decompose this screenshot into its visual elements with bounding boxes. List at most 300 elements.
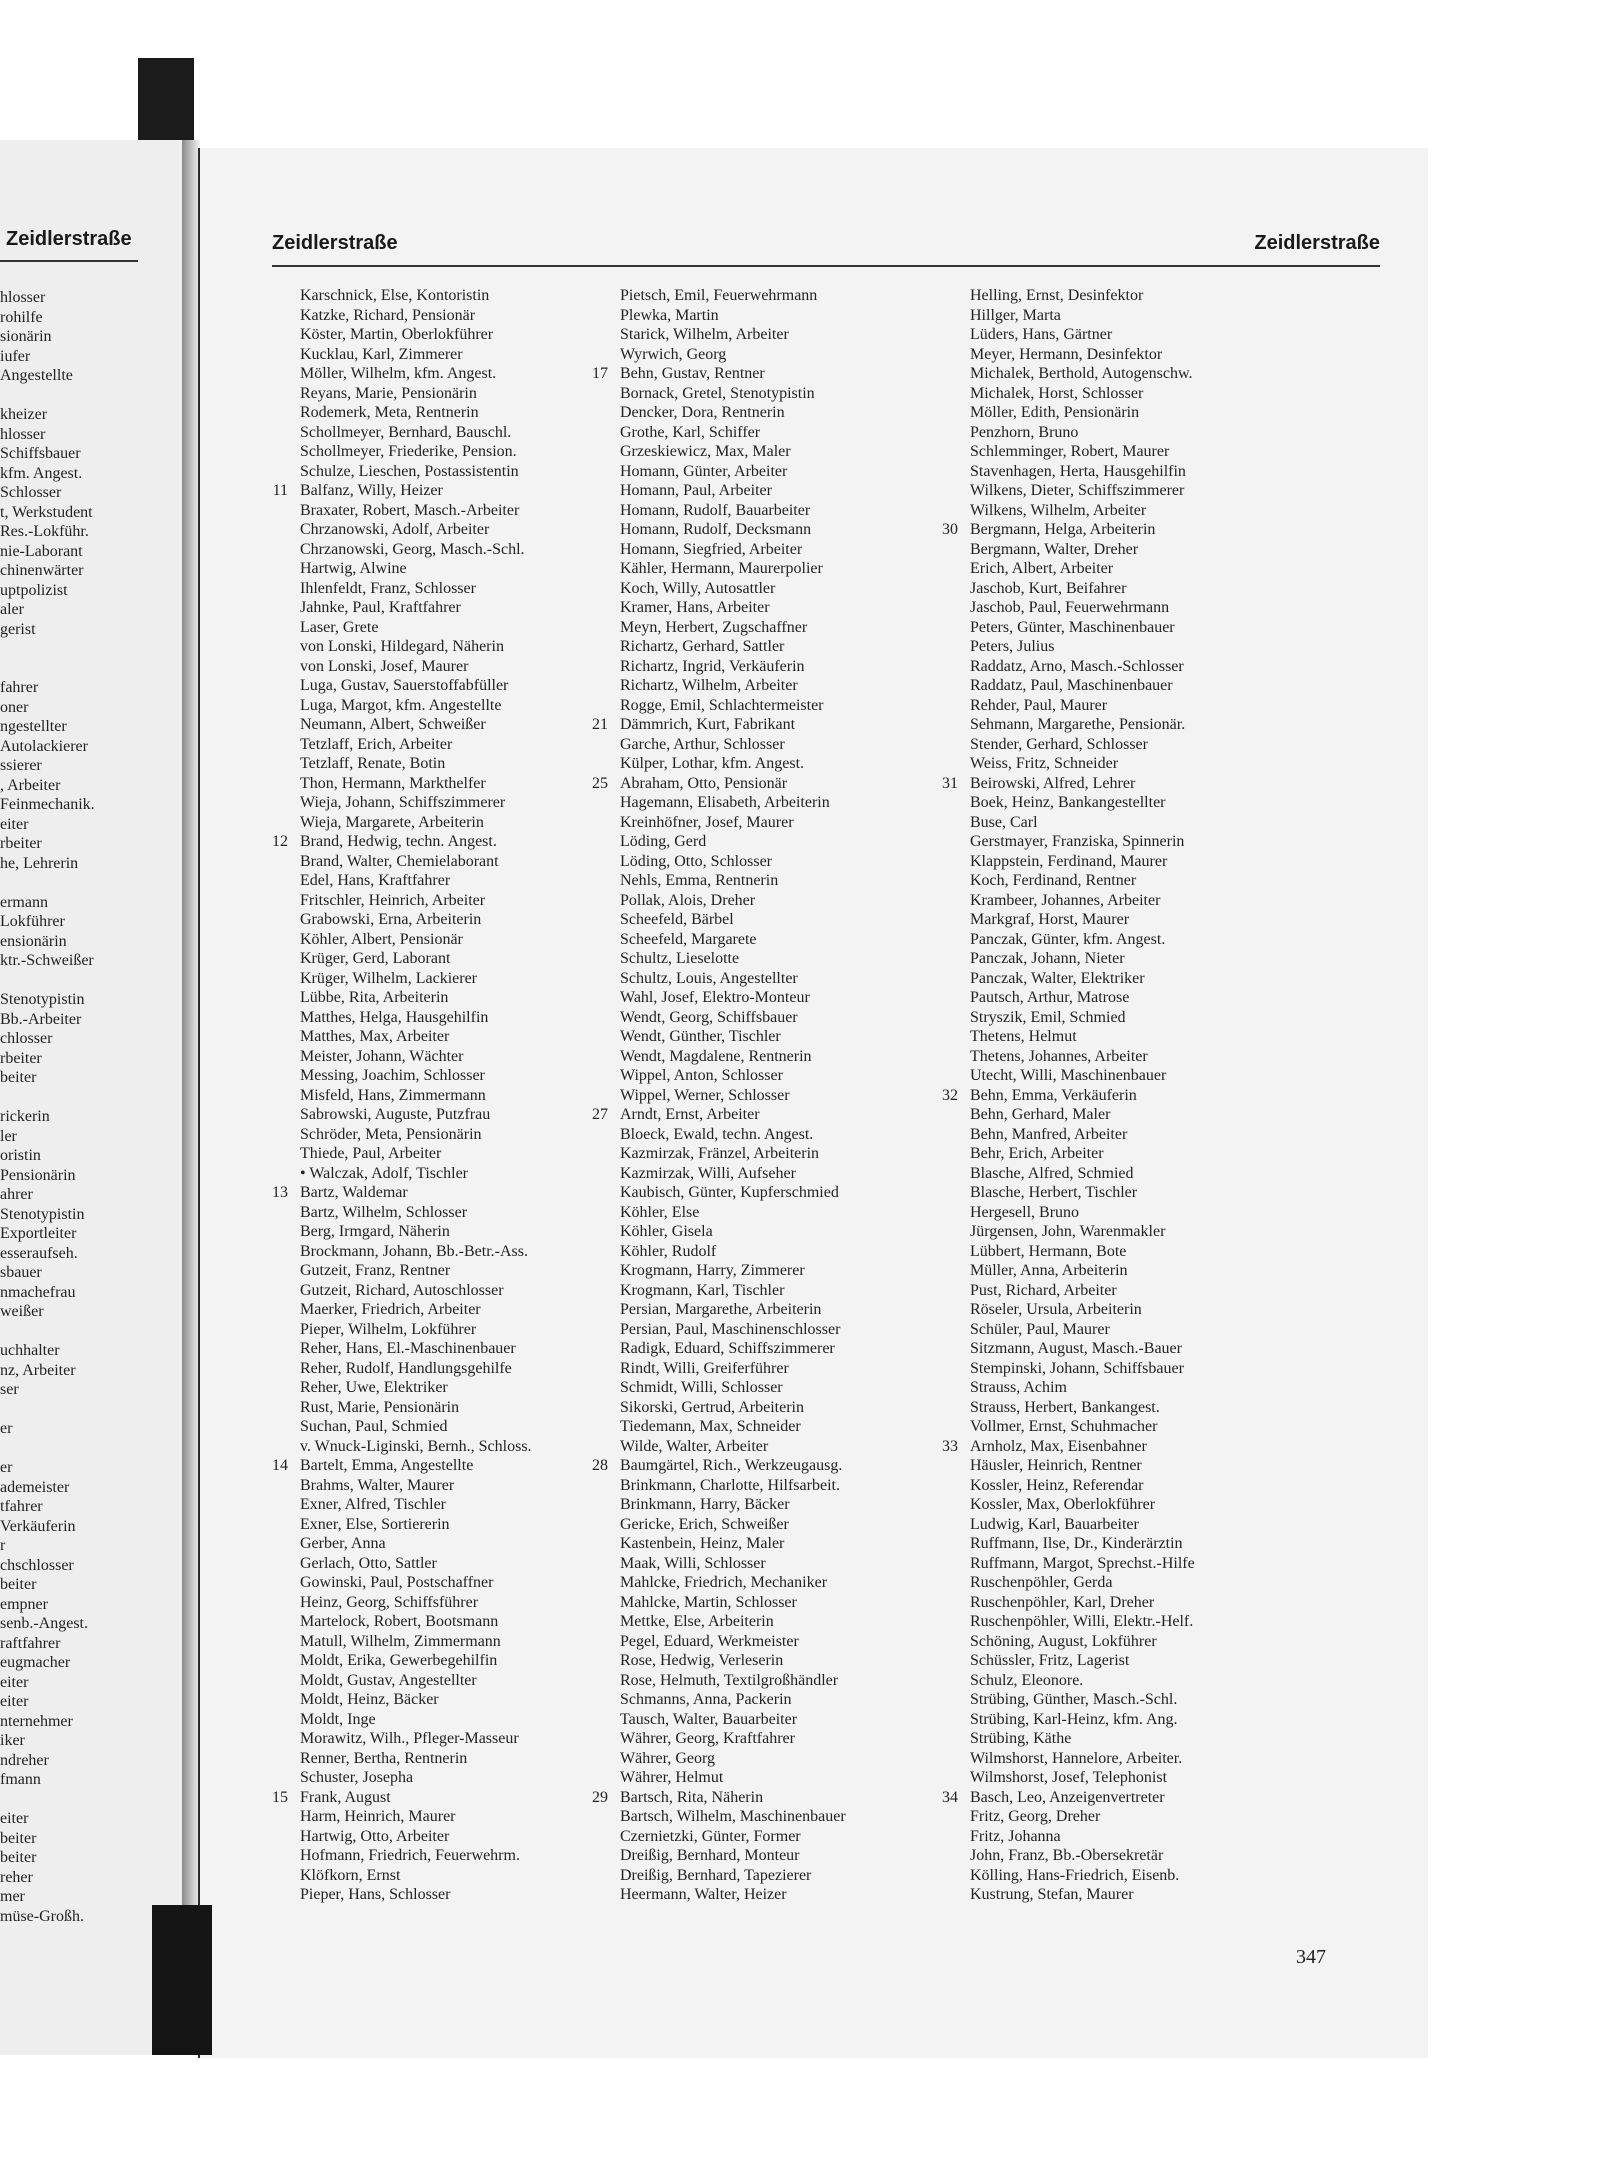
- left-page-line: gerist: [0, 620, 36, 638]
- resident-text: Ruschenpöhler, Karl, Dreher: [970, 1593, 1155, 1611]
- resident-text: Kossler, Heinz, Referendar: [970, 1476, 1144, 1494]
- resident-text: Krüger, Gerd, Laborant: [300, 950, 451, 967]
- directory-entry: [300, 384, 650, 404]
- resident-text: Wilkens, Dieter, Schiffszimmerer: [970, 482, 1185, 499]
- resident-text: Exner, Alfred, Tischler: [300, 1496, 447, 1513]
- left-page-line: iufer: [0, 347, 31, 365]
- directory-entry: [620, 1671, 970, 1691]
- directory-entry: [300, 1339, 650, 1359]
- directory-entry: [300, 1846, 650, 1866]
- directory-column-1: [272, 286, 650, 1905]
- directory-entry: [620, 676, 970, 696]
- directory-entry: [300, 462, 650, 482]
- resident-text: Gutzeit, Richard, Autoschlosser: [300, 1281, 504, 1299]
- directory-entry: [300, 1768, 650, 1788]
- directory-entry: [620, 540, 970, 560]
- resident-text: Frank, August: [300, 1788, 391, 1806]
- left-page-line: Bb.-Arbeiter: [0, 1010, 82, 1028]
- directory-entry: [970, 988, 1320, 1008]
- directory-entry: [300, 1066, 650, 1086]
- left-page-line: ktr.-Schweißer: [0, 952, 94, 969]
- left-page-line: senb.-Angest.: [0, 1615, 88, 1632]
- directory-entry: [970, 852, 1320, 872]
- left-page-line: ser: [0, 1381, 19, 1398]
- resident-text: Grabowski, Erna, Arbeiterin: [300, 911, 482, 928]
- left-page-line: empner: [0, 1595, 48, 1613]
- directory-entry: [300, 1885, 650, 1905]
- resident-text: Behn, Emma, Verkäuferin: [970, 1086, 1137, 1104]
- resident-text: Lübbe, Rita, Arbeiterin: [300, 989, 449, 1006]
- resident-text: Pietsch, Emil, Feuerwehrmann: [620, 287, 818, 304]
- directory-entry: [300, 793, 650, 813]
- page-header-left: Zeidlerstraße: [272, 232, 398, 254]
- directory-entry: [300, 501, 650, 521]
- resident-text: Möller, Wilhelm, kfm. Angest.: [300, 365, 497, 382]
- resident-text: Jahnke, Paul, Kraftfahrer: [300, 599, 461, 616]
- directory-entry: [300, 520, 650, 540]
- resident-text: Vollmer, Ernst, Schuhmacher: [970, 1418, 1158, 1435]
- directory-entry: [300, 696, 650, 716]
- resident-text: Strübing, Günther, Masch.-Schl.: [970, 1691, 1178, 1708]
- directory-entry: [300, 306, 650, 326]
- left-page-line: [0, 873, 180, 893]
- directory-entry: [620, 1144, 970, 1164]
- directory-entry: [620, 1242, 970, 1262]
- directory-entry: [620, 1768, 970, 1788]
- directory-entry: [300, 1593, 650, 1613]
- resident-text: Thetens, Helmut: [970, 1028, 1077, 1045]
- resident-text: Häusler, Heinrich, Rentner: [970, 1457, 1142, 1474]
- left-page-line: r: [0, 1537, 6, 1554]
- left-page-line: er: [0, 1420, 13, 1437]
- resident-text: Plewka, Martin: [620, 306, 719, 324]
- left-page-line: [0, 639, 180, 659]
- left-page-line: Exportleiter: [0, 1225, 77, 1242]
- directory-entry: [620, 735, 970, 755]
- directory-entry: [970, 598, 1320, 618]
- directory-column-3: [942, 286, 1320, 1905]
- directory-entry: [620, 1359, 970, 1379]
- resident-text: Reher, Uwe, Elektriker: [300, 1379, 448, 1396]
- house-number: 34: [942, 1788, 958, 1806]
- resident-text: Wyrwich, Georg: [620, 345, 727, 363]
- resident-text: Kossler, Max, Oberlokführer: [970, 1496, 1156, 1513]
- directory-entry: [300, 1398, 650, 1418]
- resident-text: Panczak, Johann, Nieter: [970, 950, 1125, 967]
- resident-text: Schüler, Paul, Maurer: [970, 1320, 1110, 1338]
- resident-text: Ruffmann, Ilse, Dr., Kinderärztin: [970, 1535, 1183, 1552]
- directory-entry: [970, 442, 1320, 462]
- resident-text: Berg, Irmgard, Näherin: [300, 1223, 450, 1240]
- directory-entry: [970, 1378, 1320, 1398]
- resident-text: Panczak, Günter, kfm. Angest.: [970, 930, 1166, 948]
- house-number: 27: [592, 1106, 608, 1123]
- directory-entry: [620, 598, 970, 618]
- resident-text: Grzeskiewicz, Max, Maler: [620, 443, 791, 460]
- resident-text: Hofmann, Friedrich, Feuerwehrm.: [300, 1847, 520, 1864]
- directory-entry: [620, 832, 970, 852]
- resident-text: Luga, Margot, kfm. Angestellte: [300, 696, 502, 714]
- resident-text: Utecht, Willi, Maschinenbauer: [970, 1067, 1167, 1084]
- resident-text: Chrzanowski, Georg, Masch.-Schl.: [300, 540, 525, 558]
- resident-text: Fritschler, Heinrich, Arbeiter: [300, 891, 486, 909]
- left-page-line: ensionärin: [0, 932, 67, 950]
- left-page-line: Schiffsbauer: [0, 445, 81, 462]
- directory-entry: [620, 1125, 970, 1145]
- left-page-line: rohilfe: [0, 308, 43, 326]
- resident-text: Peters, Günter, Maschinenbauer: [970, 618, 1175, 636]
- directory-entry: [970, 481, 1320, 501]
- directory-entry: [970, 832, 1320, 852]
- left-page-line: rbeiter: [0, 1049, 42, 1067]
- resident-text: Behn, Manfred, Arbeiter: [970, 1125, 1128, 1143]
- directory-entry: [970, 1632, 1320, 1652]
- resident-text: Schmidt, Willi, Schlosser: [620, 1379, 783, 1396]
- directory-entry: [970, 1183, 1320, 1203]
- directory-entry: [620, 1417, 970, 1437]
- resident-text: Ruschenpöhler, Gerda: [970, 1574, 1113, 1591]
- directory-entry: [300, 442, 650, 462]
- resident-text: Gerstmayer, Franziska, Spinnerin: [970, 833, 1185, 850]
- directory-entry: [620, 1281, 970, 1301]
- directory-entry: [970, 871, 1320, 891]
- directory-entry: [300, 1008, 650, 1028]
- left-page-line: uchhalter: [0, 1342, 60, 1359]
- resident-text: Mahlcke, Martin, Schlosser: [620, 1593, 797, 1611]
- directory-entry: [970, 286, 1320, 306]
- resident-text: Schöning, August, Lokführer: [970, 1632, 1157, 1650]
- directory-entry: [970, 1144, 1320, 1164]
- resident-text: Rehder, Paul, Maurer: [970, 696, 1108, 714]
- left-page-line: ademeister: [0, 1478, 70, 1496]
- directory-entry: [620, 423, 970, 443]
- directory-entry: [970, 1515, 1320, 1535]
- directory-entry: [300, 1300, 650, 1320]
- resident-text: Brahms, Walter, Maurer: [300, 1476, 455, 1494]
- directory-entry: [620, 1729, 970, 1749]
- resident-text: Schuster, Josepha: [300, 1769, 414, 1786]
- directory-entry: [970, 423, 1320, 443]
- resident-text: Sehmann, Margarethe, Pensionär.: [970, 716, 1186, 733]
- resident-text: Moldt, Inge: [300, 1710, 376, 1728]
- directory-entry: [592, 715, 970, 735]
- directory-entry: [970, 715, 1320, 735]
- directory-entry: [620, 1710, 970, 1730]
- left-page-line: iker: [0, 1732, 25, 1749]
- resident-text: Scheefeld, Margarete: [620, 930, 757, 948]
- directory-entry: [620, 1047, 970, 1067]
- left-page-line: oner: [0, 698, 29, 716]
- left-page-line: he, Lehrerin: [0, 854, 79, 872]
- directory-entry: [970, 579, 1320, 599]
- resident-text: Wilde, Walter, Arbeiter: [620, 1437, 769, 1455]
- directory-entry: [970, 1281, 1320, 1301]
- directory-entry: [970, 1105, 1320, 1125]
- directory-entry: [300, 1729, 650, 1749]
- resident-text: von Lonski, Hildegard, Näherin: [300, 638, 504, 655]
- resident-text: Bartz, Wilhelm, Schlosser: [300, 1203, 468, 1221]
- directory-entry: [970, 1573, 1320, 1593]
- directory-entry: [970, 1456, 1320, 1476]
- book-spine-bottom: [152, 1905, 212, 2055]
- left-page-line: eiter: [0, 1810, 29, 1827]
- directory-entry: [620, 1495, 970, 1515]
- directory-entry: [620, 1866, 970, 1886]
- directory-entry: [300, 1417, 650, 1437]
- resident-text: Bergmann, Walter, Dreher: [970, 540, 1139, 558]
- resident-text: Krogmann, Harry, Zimmerer: [620, 1262, 805, 1279]
- directory-entry: [620, 1066, 970, 1086]
- resident-text: Kucklau, Karl, Zimmerer: [300, 345, 463, 363]
- house-number: 21: [592, 716, 608, 733]
- directory-entry: [970, 1027, 1320, 1047]
- resident-text: Schulze, Lieschen, Postassistentin: [300, 462, 519, 480]
- left-page: [0, 140, 188, 2055]
- directory-entry: [970, 403, 1320, 423]
- left-page-line: Schlosser: [0, 484, 62, 501]
- directory-entry: [970, 1885, 1320, 1905]
- directory-entry: [620, 1827, 970, 1847]
- directory-entry: [300, 579, 650, 599]
- resident-text: Hagemann, Elisabeth, Arbeiterin: [620, 794, 830, 811]
- resident-text: Penzhorn, Bruno: [970, 423, 1079, 441]
- page-header-right: Zeidlerstraße: [1254, 232, 1380, 254]
- directory-entry: [620, 520, 970, 540]
- resident-text: Martelock, Robert, Bootsmann: [300, 1613, 499, 1630]
- book-spine-top: [138, 58, 194, 144]
- resident-text: Brockmann, Johann, Bb.-Betr.-Ass.: [300, 1242, 528, 1260]
- left-page-header: Zeidlerstraße: [6, 228, 132, 250]
- resident-text: Meyn, Herbert, Zugschaffner: [620, 618, 808, 636]
- resident-text: Klöfkorn, Ernst: [300, 1866, 401, 1884]
- resident-text: Bergmann, Helga, Arbeiterin: [970, 521, 1156, 538]
- directory-entry: [620, 1885, 970, 1905]
- resident-text: Wieja, Margarete, Arbeiterin: [300, 813, 484, 831]
- directory-entry: [620, 1437, 970, 1457]
- left-page-line: ler: [0, 1127, 17, 1145]
- left-page-line: fahrer: [0, 679, 39, 696]
- directory-entry: [300, 1320, 650, 1340]
- resident-text: Grothe, Karl, Schiffer: [620, 423, 761, 441]
- directory-entry: [300, 1495, 650, 1515]
- resident-text: Köhler, Rudolf: [620, 1242, 717, 1260]
- directory-entry: [592, 1105, 970, 1125]
- resident-text: Ihlenfeldt, Franz, Schlosser: [300, 579, 476, 597]
- resident-text: Meister, Johann, Wächter: [300, 1047, 464, 1065]
- resident-text: Mahlcke, Friedrich, Mechaniker: [620, 1574, 828, 1591]
- resident-text: Arndt, Ernst, Arbeiter: [620, 1106, 760, 1123]
- directory-entry: [970, 1534, 1320, 1554]
- left-page-line: raftfahrer: [0, 1634, 61, 1652]
- resident-text: Kähler, Hermann, Maurerpolier: [620, 560, 823, 577]
- directory-entry: [620, 637, 970, 657]
- directory-entry: [620, 1339, 970, 1359]
- left-page-line: Angestellte: [0, 367, 73, 384]
- directory-entry: [300, 1651, 650, 1671]
- resident-text: Kaubisch, Günter, Kupferschmied: [620, 1184, 839, 1201]
- resident-text: Schmanns, Anna, Packerin: [620, 1691, 792, 1708]
- directory-entry: [942, 1437, 1320, 1457]
- resident-text: Meyer, Hermann, Desinfektor: [970, 345, 1163, 363]
- directory-entry: [300, 1632, 650, 1652]
- directory-entry: [300, 1281, 650, 1301]
- house-number: 11: [272, 482, 288, 499]
- directory-entry: [300, 988, 650, 1008]
- left-page-line: chschlosser: [0, 1556, 74, 1574]
- resident-text: Schlemminger, Robert, Maurer: [970, 443, 1170, 460]
- house-number: 28: [592, 1457, 608, 1474]
- header-rule: [272, 265, 1380, 267]
- directory-entry: [620, 1183, 970, 1203]
- directory-entry: [300, 1476, 650, 1496]
- directory-entry: [300, 930, 650, 950]
- directory-entry: [620, 442, 970, 462]
- left-page-line: uptpolizist: [0, 581, 68, 599]
- directory-entry: [300, 852, 650, 872]
- left-page-line: beiter: [0, 1576, 37, 1593]
- directory-entry: [970, 1768, 1320, 1788]
- resident-text: Strübing, Karl-Heinz, kfm. Ang.: [970, 1710, 1178, 1728]
- resident-text: Michalek, Berthold, Autogenschw.: [970, 365, 1193, 382]
- resident-text: Tetzlaff, Erich, Arbeiter: [300, 735, 453, 753]
- resident-text: Braxater, Robert, Masch.-Arbeiter: [300, 501, 520, 519]
- resident-text: Czernietzki, Günter, Former: [620, 1827, 801, 1845]
- directory-entry: [970, 1164, 1320, 1184]
- resident-text: Peters, Julius: [970, 638, 1055, 655]
- left-page-line: Stenotypistin: [0, 1205, 85, 1223]
- resident-text: Dreißig, Bernhard, Tapezierer: [620, 1866, 812, 1884]
- left-page-line: kfm. Angest.: [0, 464, 83, 482]
- left-page-line: ndreher: [0, 1751, 49, 1769]
- directory-entry: [620, 988, 970, 1008]
- resident-text: Tausch, Walter, Bauarbeiter: [620, 1710, 798, 1728]
- right-page: [200, 148, 1428, 2058]
- left-page-line: eiter: [0, 815, 29, 833]
- directory-entry: [592, 1456, 970, 1476]
- directory-entry: [300, 949, 650, 969]
- resident-text: Reher, Rudolf, Handlungsgehilfe: [300, 1359, 512, 1377]
- resident-text: Rindt, Willi, Greiferführer: [620, 1359, 789, 1377]
- resident-text: Jürgensen, John, Warenmakler: [970, 1223, 1166, 1240]
- left-page-line: ngestellter: [0, 718, 67, 735]
- left-page-line: rickerin: [0, 1108, 50, 1125]
- directory-entry: [620, 1008, 970, 1028]
- directory-entry: [300, 325, 650, 345]
- page-number: 347: [1296, 1946, 1326, 1968]
- resident-text: Heermann, Walter, Heizer: [620, 1886, 787, 1903]
- resident-text: Exner, Else, Sortiererin: [300, 1515, 450, 1533]
- resident-text: Löding, Otto, Schlosser: [620, 852, 772, 870]
- directory-entry: [300, 1242, 650, 1262]
- left-page-line: [0, 1439, 180, 1459]
- resident-text: Fritz, Johanna: [970, 1827, 1061, 1845]
- directory-entry: [300, 598, 650, 618]
- directory-entry: [970, 1827, 1320, 1847]
- directory-entry: [620, 462, 970, 482]
- resident-text: Möller, Edith, Pensionärin: [970, 404, 1140, 421]
- house-number: 12: [272, 833, 288, 850]
- directory-entry: [620, 754, 970, 774]
- directory-entry: [970, 1866, 1320, 1886]
- directory-entry: [620, 1320, 970, 1340]
- directory-entry: [970, 1242, 1320, 1262]
- directory-entry: [970, 676, 1320, 696]
- directory-entry: [620, 403, 970, 423]
- resident-text: Rogge, Emil, Schlachtermeister: [620, 696, 824, 714]
- resident-text: Tetzlaff, Renate, Botin: [300, 755, 446, 772]
- resident-text: Chrzanowski, Adolf, Arbeiter: [300, 521, 490, 538]
- directory-entry: [300, 1222, 650, 1242]
- resident-text: Karschnick, Else, Kontoristin: [300, 287, 490, 304]
- resident-text: Wilkens, Wilhelm, Arbeiter: [970, 501, 1147, 519]
- resident-text: Morawitz, Wilh., Pfleger-Masseur: [300, 1730, 519, 1747]
- directory-entry: [620, 1300, 970, 1320]
- resident-text: Mettke, Else, Arbeiterin: [620, 1613, 774, 1630]
- resident-text: Reyans, Marie, Pensionärin: [300, 384, 477, 402]
- resident-text: Hillger, Marta: [970, 306, 1061, 324]
- directory-entry: [300, 1866, 650, 1886]
- directory-entry: [620, 1027, 970, 1047]
- directory-entry: [300, 1125, 650, 1145]
- resident-text: Fritz, Georg, Dreher: [970, 1808, 1101, 1825]
- directory-entry: [970, 1203, 1320, 1223]
- directory-entry: [620, 306, 970, 326]
- directory-entry: [620, 871, 970, 891]
- resident-text: Suchan, Paul, Schmied: [300, 1418, 448, 1435]
- left-page-line: ermann: [0, 893, 48, 911]
- left-page-line: chinenwärter: [0, 562, 84, 579]
- resident-text: Bartelt, Emma, Angestellte: [300, 1457, 474, 1474]
- directory-entry: [970, 325, 1320, 345]
- resident-text: Moldt, Erika, Gewerbegehilfin: [300, 1652, 498, 1669]
- resident-text: Gutzeit, Franz, Rentner: [300, 1262, 451, 1279]
- resident-text: Blasche, Herbert, Tischler: [970, 1184, 1138, 1201]
- resident-text: Maerker, Friedrich, Arbeiter: [300, 1301, 481, 1318]
- directory-entry: [970, 1651, 1320, 1671]
- house-number: 14: [272, 1457, 288, 1474]
- resident-text: Wendt, Georg, Schiffsbauer: [620, 1008, 798, 1026]
- directory-entry: [620, 1203, 970, 1223]
- directory-column-2: [592, 286, 970, 1905]
- resident-text: Ludwig, Karl, Bauarbeiter: [970, 1515, 1139, 1533]
- directory-entry: [620, 1807, 970, 1827]
- resident-text: Richartz, Gerhard, Sattler: [620, 638, 785, 655]
- directory-entry: [970, 1359, 1320, 1379]
- left-page-line: kheizer: [0, 406, 48, 423]
- resident-text: Starick, Wilhelm, Arbeiter: [620, 326, 789, 343]
- house-number: 33: [942, 1437, 958, 1455]
- directory-entry: [970, 1320, 1320, 1340]
- directory-entry: [970, 891, 1320, 911]
- directory-entry: [970, 1710, 1320, 1730]
- resident-text: Renner, Bertha, Rentnerin: [300, 1749, 468, 1767]
- directory-entry: [942, 774, 1320, 794]
- resident-text: Kastenbein, Heinz, Maler: [620, 1535, 785, 1552]
- directory-entry: [592, 774, 970, 794]
- resident-text: Buse, Carl: [970, 813, 1038, 831]
- resident-text: Gericke, Erich, Schweißer: [620, 1515, 789, 1533]
- directory-entry: [592, 364, 970, 384]
- resident-text: Harm, Heinrich, Maurer: [300, 1808, 456, 1825]
- directory-entry: [300, 1612, 650, 1632]
- resident-text: Tiedemann, Max, Schneider: [620, 1418, 801, 1435]
- directory-entry: [970, 1671, 1320, 1691]
- house-number: 29: [592, 1788, 608, 1806]
- left-page-line: [0, 1790, 180, 1810]
- resident-text: Währer, Georg, Kraftfahrer: [620, 1730, 795, 1747]
- resident-text: Wieja, Johann, Schiffszimmerer: [300, 794, 506, 811]
- left-page-line: rbeiter: [0, 835, 42, 852]
